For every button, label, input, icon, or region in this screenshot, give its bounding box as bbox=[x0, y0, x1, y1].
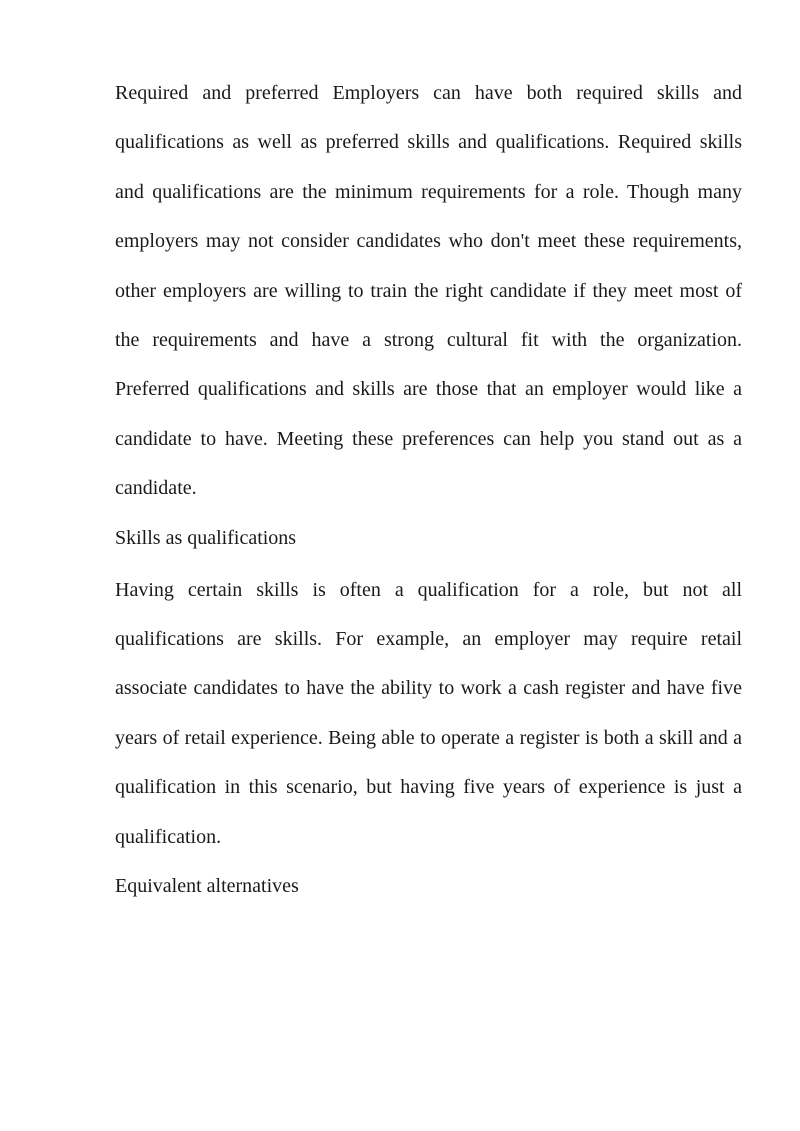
paragraph-required-preferred: Required and preferred Employers can have both required skills and qualifications as well as preferred skills and qualifications. Required skills and qualifications are the minimum requirements for a role. Though many employers may not consider candidates who don't meet these requirements, other employers are willing to train the right candidate if they meet most of the requirements and have a strong cultural fit with the organization. Preferred qualifications and skills are those that an employer would like a candidate to have. Meeting these preferences can help you stand out as a candidate. bbox=[115, 82, 742, 500]
paragraph-skills-as-qualifications: Having certain skills is often a qualification for a role, but not all qualifications are skills. For example, an employer may require retail associate candidates to have the ability to work a cash register and have five years of retail experience. Being able to operate a register is both a skill and a qualification in this scenario, but having five years of experience is just a qualification. bbox=[115, 578, 742, 848]
heading-skills-as-qualifications: Skills as qualifications bbox=[115, 526, 297, 549]
document-body bbox=[115, 69, 742, 914]
heading-equivalent-alternatives: Equivalent alternatives bbox=[115, 875, 299, 898]
